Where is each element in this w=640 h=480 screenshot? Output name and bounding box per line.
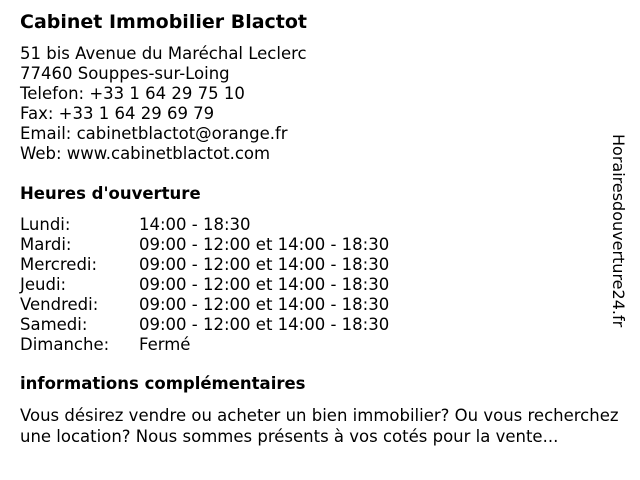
day-label: Mercredi:: [20, 255, 98, 274]
day-label: Mardi:: [20, 235, 72, 254]
time-value: 09:00 - 12:00 et 14:00 - 18:30: [139, 235, 390, 254]
hours-row-jeudi: [20, 275, 440, 295]
day-label: Samedi:: [20, 315, 88, 334]
fax-number: Fax: +33 1 64 29 69 79: [20, 104, 215, 123]
hours-row-mercredi: [20, 255, 440, 275]
contact-block: [20, 44, 307, 164]
info-description: Vous désirez vendre ou acheter un bien immobilier? Ou vous recherchez une location? Nous sommes présents à vos cotés pour la vente...: [20, 406, 619, 446]
watermark-text: Horairesdouverture24.fr: [609, 134, 628, 328]
hours-table: [20, 215, 440, 355]
phone-number: Telefon: +33 1 64 29 75 10: [20, 84, 245, 103]
day-label: Lundi:: [20, 215, 71, 234]
hours-row-dimanche: [20, 335, 440, 355]
time-value: 09:00 - 12:00 et 14:00 - 18:30: [139, 315, 390, 334]
time-value: 09:00 - 12:00 et 14:00 - 18:30: [139, 295, 390, 314]
hours-row-samedi: [20, 315, 440, 335]
day-label: Dimanche:: [20, 335, 110, 354]
hours-heading: Heures d'ouverture: [20, 184, 201, 203]
company-name: Cabinet Immobilier Blactot: [20, 11, 308, 33]
day-label: Vendredi:: [20, 295, 99, 314]
info-heading: informations complémentaires: [20, 374, 306, 393]
day-label: Jeudi:: [20, 275, 67, 294]
hours-row-mardi: [20, 235, 440, 255]
time-value: 09:00 - 12:00 et 14:00 - 18:30: [139, 255, 390, 274]
time-value: 14:00 - 18:30: [139, 215, 251, 234]
hours-row-lundi: [20, 215, 440, 235]
time-value: Fermé: [139, 335, 191, 354]
email-address: Email: cabinetblactot@orange.fr: [20, 124, 288, 143]
address-line-1: 51 bis Avenue du Maréchal Leclerc: [20, 44, 307, 63]
hours-row-vendredi: [20, 295, 440, 315]
website-address: Web: www.cabinetblactot.com: [20, 144, 271, 163]
time-value: 09:00 - 12:00 et 14:00 - 18:30: [139, 275, 390, 294]
address-line-2: 77460 Souppes-sur-Loing: [20, 64, 230, 83]
